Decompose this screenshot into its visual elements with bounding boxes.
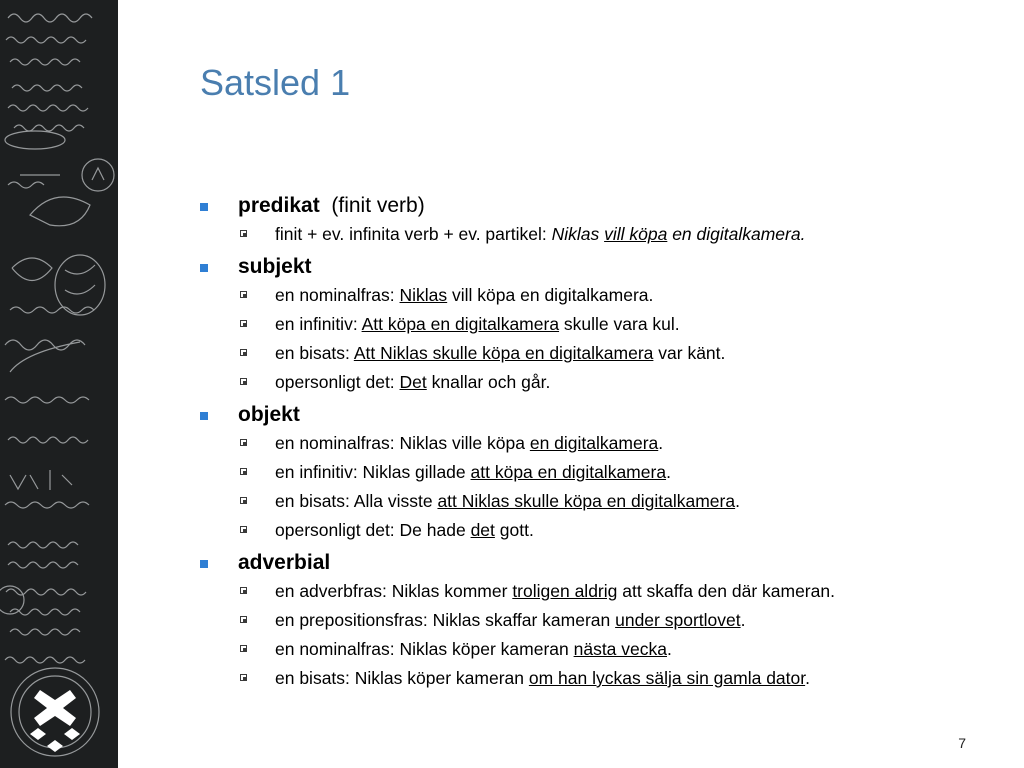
example-text: . <box>805 668 810 688</box>
checkbox-bullet-icon <box>240 349 247 356</box>
bullet-term: adverbial <box>238 551 331 574</box>
checkbox-bullet-icon <box>240 230 247 237</box>
bullet-subjekt <box>200 253 920 281</box>
bullet-list <box>200 192 920 697</box>
sub-bullet-item <box>200 491 920 512</box>
example-text: . <box>735 491 740 511</box>
checkbox-bullet-icon <box>240 378 247 385</box>
example-text: . <box>658 433 664 453</box>
underlined-example: att Niklas skulle köpa en digitalkamera <box>437 491 736 511</box>
underlined-example: nästa vecka <box>573 639 667 659</box>
underlined-example: Att Niklas skulle köpa en digitalkamera <box>353 343 654 363</box>
example-text: vill köpa en digitalkamera. <box>447 285 654 305</box>
example-text: finit + ev. infinita verb + ev. partikel: <box>275 224 552 244</box>
linkoping-university-logo-icon <box>30 690 80 752</box>
bullet-note: (finit verb) <box>331 194 425 217</box>
example-text: en digitalkamera. <box>667 224 806 244</box>
checkbox-bullet-icon <box>240 587 247 594</box>
slide-title: Satsled 1 <box>200 62 351 103</box>
example-text: en infinitiv: <box>275 314 362 334</box>
example-text: en nominalfras: Niklas ville köpa <box>275 433 530 453</box>
sub-bullet-item <box>200 668 920 689</box>
underlined-example: Niklas <box>399 285 448 305</box>
sub-bullet-item <box>200 314 920 335</box>
sub-bullet-item <box>200 462 920 483</box>
square-bullet-icon <box>200 203 208 211</box>
example-text: . <box>740 610 746 630</box>
checkbox-bullet-icon <box>240 439 247 446</box>
square-bullet-icon <box>200 264 208 272</box>
underlined-example: under sportlovet <box>615 610 741 630</box>
example-text: opersonligt det: <box>275 372 400 392</box>
sub-bullet-item <box>200 610 920 631</box>
checkbox-bullet-icon <box>240 320 247 327</box>
sub-bullet-item <box>200 639 920 660</box>
bullet-objekt <box>200 401 920 429</box>
sub-bullet-item <box>200 581 920 602</box>
example-text: en adverbfras: Niklas kommer <box>275 581 513 601</box>
example-text: . <box>666 462 671 482</box>
example-text: skulle vara kul. <box>559 314 680 334</box>
underlined-example: en digitalkamera <box>529 433 659 453</box>
bullet-term: predikat <box>238 194 320 217</box>
example-text: en bisats: <box>275 343 354 363</box>
example-text: en prepositionsfras: Niklas skaffar kameran <box>275 610 616 630</box>
underlined-example: att köpa en digitalkamera <box>470 462 667 482</box>
sub-bullet-item <box>200 433 920 454</box>
sub-bullet-item <box>200 372 920 393</box>
square-bullet-icon <box>200 560 208 568</box>
example-text: gott. <box>494 520 534 540</box>
underlined-example: Det <box>399 372 427 392</box>
example-text: en bisats: Niklas köper kameran <box>275 668 529 688</box>
example-text: en bisats: Alla visste <box>275 491 438 511</box>
checkbox-bullet-icon <box>240 616 247 623</box>
example-text: en infinitiv: Niklas gillade <box>275 462 471 482</box>
bullet-term: objekt <box>238 403 300 426</box>
underlined-example: om han lyckas sälja sin gamla dator <box>528 668 806 688</box>
sub-bullet-item <box>200 285 920 306</box>
square-bullet-icon <box>200 412 208 420</box>
example-text: en nominalfras: Niklas köper kameran <box>275 639 574 659</box>
checkbox-bullet-icon <box>240 291 247 298</box>
underlined-example: Att köpa en digitalkamera <box>361 314 560 334</box>
example-text: Niklas <box>551 224 605 244</box>
bullet-predikat <box>200 192 920 220</box>
checkbox-bullet-icon <box>240 497 247 504</box>
underlined-example: det <box>470 520 495 540</box>
checkbox-bullet-icon <box>240 645 247 652</box>
page-number: 7 <box>958 735 966 751</box>
example-text: knallar och går. <box>426 372 551 392</box>
checkbox-bullet-icon <box>240 526 247 533</box>
sub-bullet-item <box>200 520 920 541</box>
chalkboard-sidebar <box>0 0 118 768</box>
checkbox-bullet-icon <box>240 674 247 681</box>
sub-bullet-item <box>200 343 920 364</box>
checkbox-bullet-icon <box>240 468 247 475</box>
chalk-scribbles-icon <box>0 0 118 768</box>
bullet-adverbial <box>200 549 920 577</box>
underlined-example: vill köpa <box>604 224 668 244</box>
underlined-example: troligen aldrig <box>512 581 618 601</box>
bullet-term: subjekt <box>238 255 312 278</box>
sub-bullet-item <box>200 224 920 245</box>
example-text: en nominalfras: <box>275 285 400 305</box>
example-text: opersonligt det: De hade <box>275 520 471 540</box>
example-text: var känt. <box>653 343 726 363</box>
example-text: . <box>667 639 672 659</box>
example-text: att skaffa den där kameran. <box>617 581 835 601</box>
